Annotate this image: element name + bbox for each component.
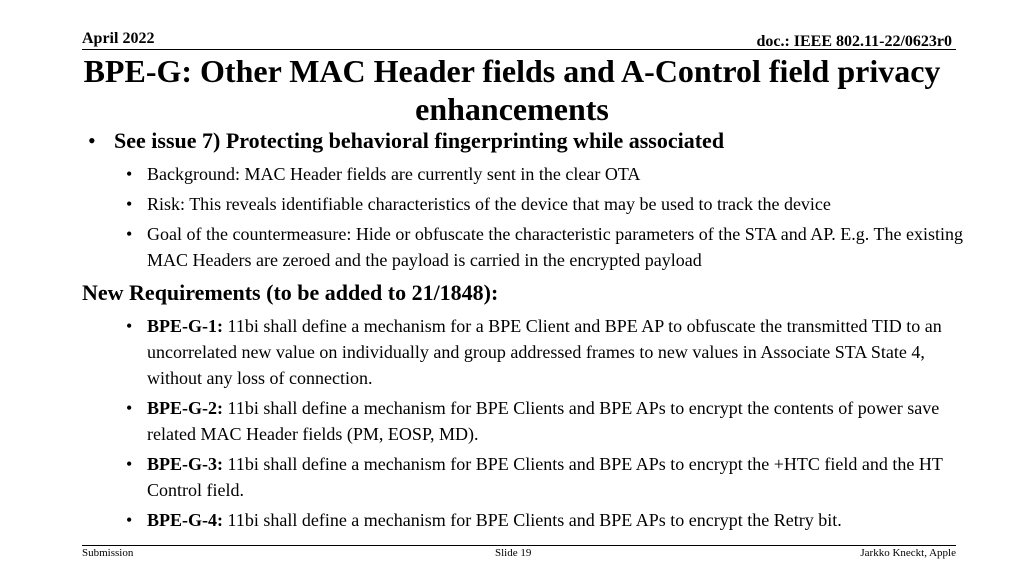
footer-submission: Submission xyxy=(82,547,134,559)
requirement-text: 11bi shall define a mechanism for BPE Clients and BPE APs to encrypt the contents of power save related MAC Header fields (PM, EOSP, MD). xyxy=(147,398,940,444)
requirement-item xyxy=(82,313,982,391)
issue-subitem xyxy=(82,161,982,187)
issue-subitem-text: Background: MAC Header fields are currently sent in the clear OTA xyxy=(147,164,641,184)
bullet-glyph: • xyxy=(126,224,133,244)
bullet-glyph: • xyxy=(88,128,96,153)
requirement-item xyxy=(82,507,982,533)
bullet-glyph: • xyxy=(126,164,133,184)
slide-body xyxy=(82,127,982,533)
bullet-glyph: • xyxy=(126,510,133,530)
slide-title: BPE-G: Other MAC Header fields and A-Control field privacy enhancements xyxy=(83,53,941,127)
requirement-text: 11bi shall define a mechanism for BPE Clients and BPE APs to encrypt the Retry bit. xyxy=(223,510,842,530)
issue-bullet xyxy=(82,127,982,155)
requirement-text: 11bi shall define a mechanism for BPE Clients and BPE APs to encrypt the +HTC field and the HT Control field. xyxy=(147,454,943,500)
bullet-glyph: • xyxy=(126,454,133,474)
bullet-glyph: • xyxy=(126,316,133,336)
header-doc-id: doc.: IEEE 802.11-22/0623r0 xyxy=(756,33,952,50)
issue-subitem-text: Risk: This reveals identifiable characteristics of the device that may be used to track the device xyxy=(147,194,831,214)
requirement-id: BPE-G-4: xyxy=(147,510,223,530)
header-date: April 2022 xyxy=(82,30,155,47)
bullet-glyph: • xyxy=(126,194,133,214)
requirement-id: BPE-G-2: xyxy=(147,398,223,418)
footer-divider xyxy=(82,545,956,546)
requirement-id: BPE-G-1: xyxy=(147,316,223,336)
footer-author: Jarkko Kneckt, Apple xyxy=(860,547,956,559)
requirement-text: 11bi shall define a mechanism for a BPE Client and BPE AP to obfuscate the transmitted TID to an uncorrelated new value on individually and group addressed frames to new values in Associate STA State 4, without any loss of connection. xyxy=(147,316,942,388)
issue-text: See issue 7) Protecting behavioral fingerprinting while associated xyxy=(114,128,725,153)
header-divider xyxy=(82,49,956,50)
issue-subitem xyxy=(82,191,982,217)
issue-subitem-text: Goal of the countermeasure: Hide or obfuscate the characteristic parameters of the STA and AP. E.g. The existing MAC Headers are zeroed and the payload is carried in the encrypted payload xyxy=(147,224,963,270)
requirement-id: BPE-G-3: xyxy=(147,454,223,474)
issue-subitem xyxy=(82,221,982,273)
footer-slide-number: Slide 19 xyxy=(495,547,532,559)
requirement-item xyxy=(82,451,982,503)
requirement-item xyxy=(82,395,982,447)
requirements-heading: New Requirements (to be added to 21/1848): xyxy=(82,280,499,305)
bullet-glyph: • xyxy=(126,398,133,418)
